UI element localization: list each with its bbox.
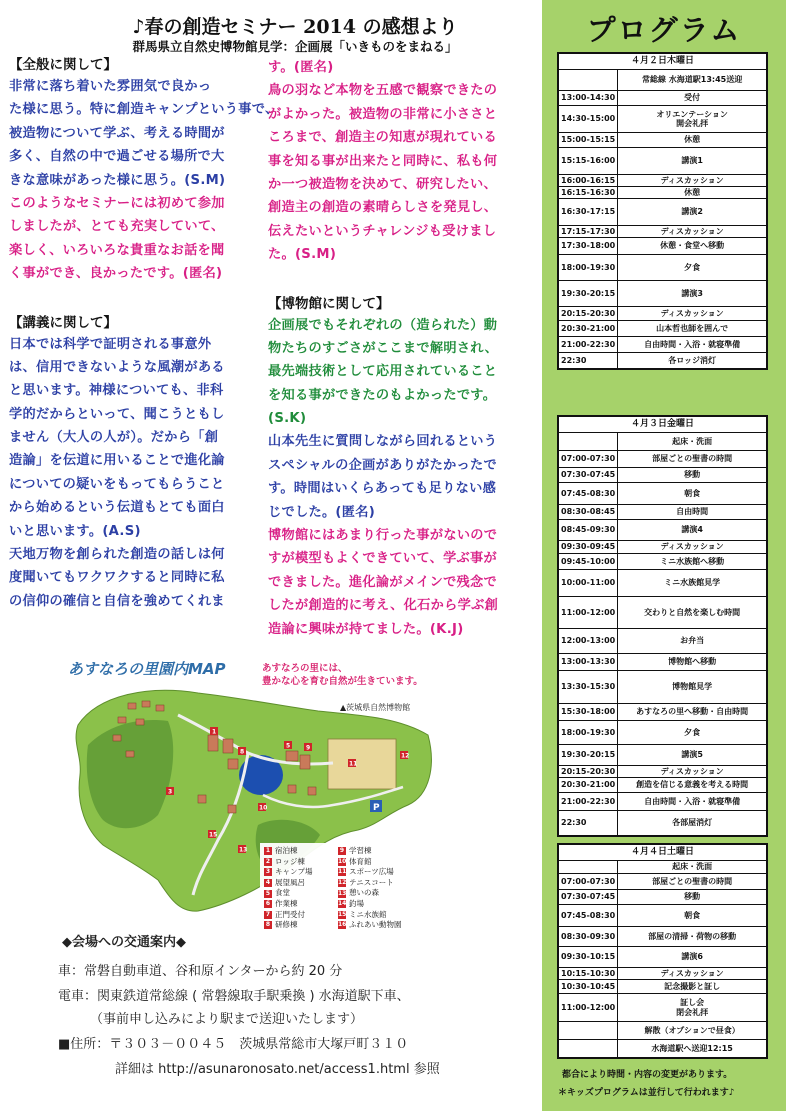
schedule-row xyxy=(559,778,767,793)
comment-line: 学的だからといって、聞こうともし xyxy=(9,406,225,422)
comment-line: と思います。神様についても、非科 xyxy=(9,383,224,399)
legend-number: 13 xyxy=(338,889,347,897)
schedule-time: 07:45-08:30 xyxy=(559,483,618,505)
schedule-time: 07:30-07:45 xyxy=(559,890,618,905)
comment-paragraph xyxy=(268,314,530,431)
comment-line: の信仰の確信と自信を強めてくれま xyxy=(9,593,225,609)
schedule-row xyxy=(559,994,767,1022)
legend-number: 11 xyxy=(338,868,347,876)
svg-text:13: 13 xyxy=(239,846,248,854)
schedule-event: 講演5 xyxy=(618,745,767,766)
svg-text:12: 12 xyxy=(401,752,410,760)
comment-line: きな意味があった様に思う。(S.M) xyxy=(9,172,226,188)
legend-number: 16 xyxy=(338,921,347,929)
schedule-row xyxy=(559,483,767,505)
schedule-event: 休憩 xyxy=(618,133,767,148)
schedule-row xyxy=(559,199,767,226)
map-legend-right xyxy=(338,846,402,931)
schedule-time: 10:00-11:00 xyxy=(559,570,618,597)
schedule-row xyxy=(559,70,767,91)
legend-number: 4 xyxy=(265,879,271,887)
comment-line: 創造主の創造の素晴らしさを発見し、 xyxy=(268,200,498,216)
comment-line: いと思います。(A.S) xyxy=(9,523,141,539)
comment-line: 日本では科学で証明される事意外 xyxy=(9,336,212,352)
schedule-event: 各部屋消灯 xyxy=(618,811,767,836)
schedule-row xyxy=(559,433,767,451)
legend-number: 5 xyxy=(265,889,271,897)
schedule-event: ミニ水族館見学 xyxy=(618,570,767,597)
schedule-time xyxy=(559,70,618,91)
schedule-time: 10:15-10:30 xyxy=(559,968,618,980)
map-caption-line: 豊かな心を育む自然が生きています。 xyxy=(262,676,423,687)
comment-line: から始めるという伝道もとても面白 xyxy=(9,500,225,516)
schedule-row xyxy=(559,106,767,133)
comment-line: か一つ被造物を決めて、研究したい、 xyxy=(268,176,498,192)
schedule-time: 13:00-14:30 xyxy=(559,91,618,106)
schedule-row xyxy=(559,980,767,994)
comment-line: しましたが、とても充実していて、 xyxy=(9,219,225,235)
section-heading: 【博物館に関して】 xyxy=(268,295,390,312)
schedule-event: 起床・洗面 xyxy=(618,861,767,874)
schedule-time: 17:15-17:30 xyxy=(559,226,618,238)
legend-item xyxy=(338,857,402,868)
schedule-event: ディスカッション xyxy=(618,968,767,980)
legend-label: 宿泊棟 xyxy=(275,846,298,855)
schedule-row xyxy=(559,554,767,570)
svg-text:11: 11 xyxy=(349,760,358,768)
schedule-row xyxy=(559,505,767,520)
article-column-left xyxy=(9,56,279,613)
comment-paragraph xyxy=(9,75,279,192)
legend-label: 体育館 xyxy=(349,856,372,866)
schedule-time: 16:15-16:30 xyxy=(559,187,618,199)
schedule-time: 07:45-08:30 xyxy=(559,905,618,927)
comment-line: く事ができ、良かったです。(匿名) xyxy=(9,266,223,282)
comment-paragraph xyxy=(268,430,530,524)
schedule-time: 20:30-21:00 xyxy=(559,778,618,793)
schedule-event: 休憩 xyxy=(618,187,767,199)
schedule-row xyxy=(559,255,767,281)
schedule-row xyxy=(559,148,767,175)
schedule-row xyxy=(559,321,767,337)
legend-number: 3 xyxy=(265,868,271,876)
program-note-kids: ＊キッズプログラムは並行して行われます♪ xyxy=(558,1088,735,1098)
schedule-event: 講演1 xyxy=(618,148,767,175)
schedule-row xyxy=(559,238,767,255)
section-heading: 【全般に関して】 xyxy=(9,57,117,73)
legend-item xyxy=(338,846,402,857)
comment-line: た様に思う。特に創造キャンプという事で、 xyxy=(9,102,279,118)
legend-item xyxy=(264,920,313,931)
schedule-event: 講演2 xyxy=(618,199,767,226)
legend-label: 研修棟 xyxy=(275,920,298,930)
comment-line: 被造物について学ぶ、考える時間が xyxy=(9,125,225,141)
schedule-time: 15:15-16:00 xyxy=(559,148,618,175)
schedule-event: 交わりと自然を楽しむ時間 xyxy=(618,597,767,629)
schedule-row xyxy=(559,968,767,980)
legend-number: 15 xyxy=(338,910,347,918)
comment-paragraph xyxy=(9,192,267,286)
comment-line: た。(S.M) xyxy=(268,247,337,263)
comment-line: 多く、自然の中で過ごせる場所で大 xyxy=(9,149,225,165)
schedule-row xyxy=(559,890,767,905)
legend-number: 8 xyxy=(265,921,271,929)
schedule-row xyxy=(559,861,767,874)
schedule-row xyxy=(559,570,767,597)
schedule-event: 自由時間 xyxy=(618,505,767,520)
schedule-event: 講演6 xyxy=(618,947,767,968)
svg-text:15: 15 xyxy=(209,831,218,839)
map-title: あすなろの里園内MAP xyxy=(68,660,226,678)
schedule-row xyxy=(559,654,767,671)
legend-item xyxy=(264,899,313,910)
comment-line: す。(匿名) xyxy=(268,60,334,75)
schedule-row xyxy=(559,541,767,554)
legend-label: キャンプ場 xyxy=(275,867,313,877)
access-address: ■住所：〒３０３－００４５ 茨城県常総市大塚戸町３１０ xyxy=(58,1037,409,1052)
schedule-event: ミニ水族館へ移動 xyxy=(618,554,767,570)
comment-line: を知る事ができたのもよかったです。 xyxy=(268,387,497,403)
schedule-time xyxy=(559,1022,618,1040)
schedule-event: 朝食 xyxy=(618,905,767,927)
comment-line: 企画展でもそれぞれの（造られた）動 xyxy=(268,317,498,333)
schedule-row xyxy=(559,1040,767,1058)
schedule-row xyxy=(559,811,767,836)
schedule-event: 講演3 xyxy=(618,281,767,307)
schedule-event: お弁当 xyxy=(618,629,767,654)
schedule-row xyxy=(559,281,767,307)
comment-line: ころまで、創造主の知恵が現れている xyxy=(268,130,498,146)
svg-text:5: 5 xyxy=(286,742,291,750)
schedule-row xyxy=(559,133,767,148)
schedule-time: 09:45-10:00 xyxy=(559,554,618,570)
map-caption xyxy=(262,662,452,688)
schedule-event: 創造を信じる意義を考える時間 xyxy=(618,778,767,793)
comment-line: 山本先生に質問しながら回れるという xyxy=(268,434,498,450)
map-sports-field xyxy=(328,739,396,789)
schedule-event: ディスカッション xyxy=(618,175,767,187)
comment-line: 造論」を伝道に用いることで進化論 xyxy=(9,453,225,469)
schedule-event: 山本哲也師を囲んで xyxy=(618,321,767,337)
legend-number: 1 xyxy=(265,847,271,855)
schedule-row xyxy=(559,226,767,238)
schedule-row xyxy=(559,1022,767,1040)
comment-line: 鳥の羽など本物を五感で観察できたの xyxy=(268,83,498,99)
schedule-time xyxy=(559,861,618,874)
legend-item xyxy=(264,857,313,868)
access-train-note: （事前申し込みにより駅まで送迎いたします） xyxy=(90,1012,364,1027)
schedule-time: 08:45-09:30 xyxy=(559,520,618,541)
schedule-time: 09:30-09:45 xyxy=(559,541,618,554)
map-caption-line: あすなろの里には、 xyxy=(262,663,348,674)
article-column-right xyxy=(268,56,530,641)
schedule-event: 講演4 xyxy=(618,520,767,541)
schedule-row xyxy=(559,766,767,778)
legend-item xyxy=(338,878,402,889)
legend-label: 釣場 xyxy=(349,898,364,908)
comment-line: 楽しく、いろいろな貴重なお話を聞 xyxy=(9,242,225,258)
schedule-time xyxy=(559,433,618,451)
schedule-row xyxy=(559,905,767,927)
legend-item xyxy=(338,910,402,921)
schedule-row xyxy=(559,629,767,654)
legend-label: テニスコート xyxy=(349,877,394,887)
comment-line: 造論に興味が持てました。(K.J) xyxy=(268,621,464,637)
schedule-row xyxy=(559,520,767,541)
comment-line: 最先端技術として応用されていること xyxy=(268,364,498,380)
schedule-event: 自由時間・入浴・就寝準備 xyxy=(618,793,767,811)
schedule-time: 07:00-07:30 xyxy=(559,874,618,890)
legend-number: 2 xyxy=(265,857,271,865)
schedule-time: 09:30-10:15 xyxy=(559,947,618,968)
svg-text:1: 1 xyxy=(212,728,217,736)
comment-paragraph xyxy=(268,56,530,79)
legend-label: 展望風呂 xyxy=(275,877,305,887)
legend-number: 14 xyxy=(338,900,347,908)
svg-text:3: 3 xyxy=(168,788,173,796)
legend-item xyxy=(338,867,402,878)
legend-number: 12 xyxy=(338,879,347,887)
schedule-time: 11:00-12:00 xyxy=(559,597,618,629)
legend-item xyxy=(264,846,313,857)
program-note-change: 都合により時間・内容の変更があります。 xyxy=(562,1070,733,1080)
schedule-row xyxy=(559,927,767,947)
schedule-row xyxy=(559,745,767,766)
schedule-time: 08:30-08:45 xyxy=(559,505,618,520)
schedule-event: 夕食 xyxy=(618,721,767,745)
comment-line: スペシャルの企画がありがたかったで xyxy=(268,457,498,473)
legend-label: 正門受付 xyxy=(275,909,305,919)
comment-line: 物たちのすごさがここまで解明され、 xyxy=(268,340,499,356)
program-title: プログラム xyxy=(586,13,742,47)
legend-item xyxy=(338,899,402,910)
legend-number: 9 xyxy=(339,847,345,855)
schedule-event: ディスカッション xyxy=(618,766,767,778)
comment-line: 天地万物を創られた創造の話しは何 xyxy=(9,547,225,563)
schedule-time xyxy=(559,1040,618,1058)
legend-label: ミニ水族館 xyxy=(349,909,387,919)
map-legend-left xyxy=(264,846,313,931)
article-subtitle: 群馬県立自然史博物館見学：企画展「いきものをまねる」 xyxy=(132,39,458,54)
schedule-time: 22:30 xyxy=(559,811,618,836)
schedule-row xyxy=(559,468,767,483)
legend-item xyxy=(264,910,313,921)
legend-item xyxy=(264,878,313,889)
comment-line: ません（大人の人が）。だから「創 xyxy=(9,430,219,446)
schedule-time: 10:30-10:45 xyxy=(559,980,618,994)
schedule-day-header: ４月４日土曜日 xyxy=(559,845,767,861)
schedule-time: 21:00-22:30 xyxy=(559,337,618,353)
schedule-row xyxy=(559,704,767,721)
comment-line: (S.K) xyxy=(268,411,307,427)
paragraph-spacer xyxy=(9,286,267,314)
schedule-event: 部屋ごとの聖書の時間 xyxy=(618,451,767,468)
schedule-event: 部屋ごとの聖書の時間 xyxy=(618,874,767,890)
schedule-time: 19:30-20:15 xyxy=(559,281,618,307)
comment-line: できました。進化論がメインで残念で xyxy=(268,574,498,590)
comment-line: す。時間はいくらあっても足りない感 xyxy=(268,481,497,497)
legend-label: スポーツ広場 xyxy=(349,867,394,877)
schedule-time: 12:00-13:00 xyxy=(559,629,618,654)
comment-paragraph xyxy=(9,333,267,544)
legend-label: 作業棟 xyxy=(275,898,298,908)
legend-label: 憩いの森 xyxy=(349,888,379,898)
schedule-event: 起床・洗面 xyxy=(618,433,767,451)
schedule-event: あすなろの里へ移動・自由時間 xyxy=(618,704,767,721)
schedule-row xyxy=(559,91,767,106)
schedule-time: 16:30-17:15 xyxy=(559,199,618,226)
legend-number: 7 xyxy=(265,910,271,918)
legend-item xyxy=(264,867,313,878)
schedule-event: ディスカッション xyxy=(618,541,767,554)
schedule-event: ディスカッション xyxy=(618,226,767,238)
access-car: 車：常磐自動車道、谷和原インターから約 20 分 xyxy=(58,964,343,979)
comment-line: 事を知る事が出来たと同時に、私も何 xyxy=(268,153,498,169)
schedule-row xyxy=(559,874,767,890)
schedule-row xyxy=(559,337,767,353)
schedule-event: 水海道駅へ送迎12:15 xyxy=(618,1040,767,1058)
comment-line: についての疑いをもってもらうこと xyxy=(9,476,225,492)
schedule-event: 博物館へ移動 xyxy=(618,654,767,671)
schedule-time: 18:00-19:30 xyxy=(559,721,618,745)
map-museum-label: ▲茨城県自然博物館 xyxy=(340,703,411,712)
schedule-row xyxy=(559,187,767,199)
schedule-time: 16:00-16:15 xyxy=(559,175,618,187)
access-train: 電車：関東鉄道常総線 ( 常磐線取手駅乗換 ) 水海道駅下車、 xyxy=(58,989,410,1004)
legend-number: 6 xyxy=(265,900,271,908)
svg-text:8: 8 xyxy=(240,748,245,756)
schedule-event: 博物館見学 xyxy=(618,671,767,704)
legend-label: 学習棟 xyxy=(349,846,372,855)
schedule-event: 常総線 水海道駅13:45送迎 xyxy=(618,70,767,91)
schedule-row xyxy=(559,721,767,745)
legend-number: 10 xyxy=(338,857,347,865)
schedule-row xyxy=(559,597,767,629)
schedule-event: 移動 xyxy=(618,890,767,905)
comment-paragraph xyxy=(268,524,530,641)
access-heading: ◆会場への交通案内◆ xyxy=(62,935,186,950)
comment-line: したが創造的に考え、化石から学ぶ創 xyxy=(268,598,499,614)
schedule-time: 20:15-20:30 xyxy=(559,766,618,778)
schedule-time: 19:30-20:15 xyxy=(559,745,618,766)
schedule-row xyxy=(559,175,767,187)
article-title: ♪春の創造セミナー 2014 の感想より xyxy=(132,16,458,38)
schedule-day-header: ４月２日木曜日 xyxy=(559,54,767,70)
schedule-time: 14:30-15:00 xyxy=(559,106,618,133)
schedule-time: 13:00-13:30 xyxy=(559,654,618,671)
comment-line: 伝えたいというチャレンジも受けまし xyxy=(268,223,497,239)
comment-line: は、信用できないような風潮がある xyxy=(9,359,225,375)
schedule-time: 21:00-22:30 xyxy=(559,793,618,811)
svg-text:9: 9 xyxy=(306,744,311,752)
comment-line: がよかった。被造物の非常に小ささと xyxy=(268,106,498,122)
schedule-time: 07:00-07:30 xyxy=(559,451,618,468)
schedule-row xyxy=(559,793,767,811)
schedule-day-3 xyxy=(557,843,768,1059)
svg-text:P: P xyxy=(373,803,380,813)
legend-label: ロッジ棟 xyxy=(275,856,305,866)
schedule-event: 解散（オプションで昼食） xyxy=(618,1022,767,1040)
schedule-row xyxy=(559,671,767,704)
schedule-time: 18:00-19:30 xyxy=(559,255,618,281)
schedule-time: 17:30-18:00 xyxy=(559,238,618,255)
comment-paragraph xyxy=(9,543,267,613)
schedule-row xyxy=(559,947,767,968)
schedule-time: 15:30-18:00 xyxy=(559,704,618,721)
comment-line: このようなセミナーには初めて参加 xyxy=(9,195,225,211)
legend-label: 食堂 xyxy=(275,888,290,898)
schedule-day-2 xyxy=(557,415,768,837)
schedule-event: 朝食 xyxy=(618,483,767,505)
schedule-event: 自由時間・入浴・就寝準備 xyxy=(618,337,767,353)
comment-line: 度聞いてもワクワクすると同時に私 xyxy=(9,570,225,586)
schedule-event: ディスカッション xyxy=(618,307,767,321)
schedule-event: 移動 xyxy=(618,468,767,483)
legend-item xyxy=(338,888,402,899)
schedule-event: 部屋の清掃・荷物の移動 xyxy=(618,927,767,947)
access-detail-link[interactable]: 詳細は http://asunaronosato.net/access1.html 参照 xyxy=(115,1062,440,1077)
schedule-event: 受付 xyxy=(618,91,767,106)
schedule-row xyxy=(559,451,767,468)
schedule-row xyxy=(559,353,767,369)
legend-item xyxy=(338,920,402,931)
schedule-time: 11:00-12:00 xyxy=(559,994,618,1022)
comment-line: じでした。(匿名) xyxy=(268,504,376,520)
schedule-day-1 xyxy=(557,52,768,370)
schedule-time: 08:30-09:30 xyxy=(559,927,618,947)
schedule-row xyxy=(559,307,767,321)
schedule-day-header: ４月３日金曜日 xyxy=(559,417,767,433)
comment-line: 博物館にはあまり行った事がないので xyxy=(268,528,498,544)
legend-label: ふれあい動物園 xyxy=(349,920,402,930)
schedule-time: 22:30 xyxy=(559,353,618,369)
schedule-event: 夕食 xyxy=(618,255,767,281)
schedule-time: 13:30-15:30 xyxy=(559,671,618,704)
comment-paragraph xyxy=(268,79,530,266)
svg-text:10: 10 xyxy=(259,804,268,812)
schedule-time: 15:00-15:15 xyxy=(559,133,618,148)
schedule-event: 証し会 閉会礼拝 xyxy=(618,994,767,1022)
schedule-event: 記念撮影と証し xyxy=(618,980,767,994)
schedule-event: 各ロッジ消灯 xyxy=(618,353,767,369)
paragraph-spacer xyxy=(268,267,530,295)
schedule-time: 20:15-20:30 xyxy=(559,307,618,321)
schedule-time: 20:30-21:00 xyxy=(559,321,618,337)
section-heading: 【講義に関して】 xyxy=(9,314,117,331)
legend-item xyxy=(264,888,313,899)
schedule-event: オリエンテーション 開会礼拝 xyxy=(618,106,767,133)
schedule-time: 07:30-07:45 xyxy=(559,468,618,483)
comment-line: 非常に落ち着いた雰囲気で良かっ xyxy=(9,79,212,94)
comment-line: すが模型もよくできていて、学ぶ事が xyxy=(268,551,498,567)
schedule-event: 休憩・食堂へ移動 xyxy=(618,238,767,255)
